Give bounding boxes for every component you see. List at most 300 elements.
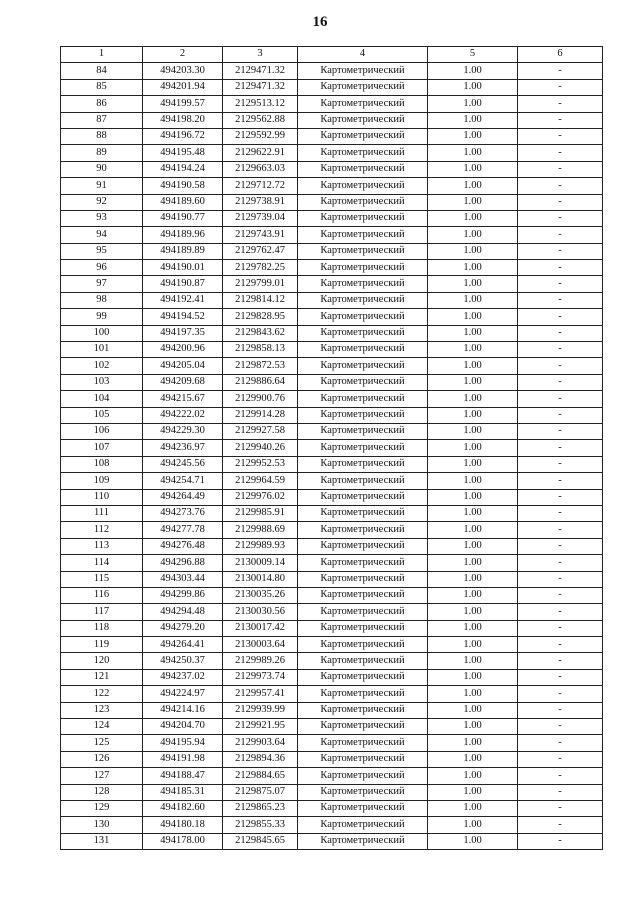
y-coordinate-cell: 2129985.91: [223, 505, 298, 521]
point-number-cell: 124: [61, 719, 143, 735]
description-cell: -: [518, 620, 603, 636]
accuracy-cell: 1.00: [428, 243, 518, 259]
y-coordinate-cell: 2129973.74: [223, 669, 298, 685]
accuracy-cell: 1.00: [428, 96, 518, 112]
accuracy-cell: 1.00: [428, 227, 518, 243]
y-coordinate-cell: 2130014.80: [223, 571, 298, 587]
table-row: [61, 178, 603, 194]
method-cell: Картометрический: [298, 79, 428, 95]
table-row: [61, 669, 603, 685]
y-coordinate-cell: 2129562.88: [223, 112, 298, 128]
x-coordinate-cell: 494236.97: [143, 440, 223, 456]
x-coordinate-cell: 494196.72: [143, 128, 223, 144]
y-coordinate-cell: 2129855.33: [223, 817, 298, 833]
description-cell: -: [518, 276, 603, 292]
table-row: [61, 686, 603, 702]
y-coordinate-cell: 2129843.62: [223, 325, 298, 341]
point-number-cell: 94: [61, 227, 143, 243]
table-row: [61, 702, 603, 718]
accuracy-cell: 1.00: [428, 735, 518, 751]
table-row: [61, 79, 603, 95]
point-number-cell: 92: [61, 194, 143, 210]
method-cell: Картометрический: [298, 358, 428, 374]
description-cell: -: [518, 440, 603, 456]
method-cell: Картометрический: [298, 178, 428, 194]
description-cell: -: [518, 194, 603, 210]
point-number-cell: 99: [61, 309, 143, 325]
table-row: [61, 407, 603, 423]
table-row: [61, 227, 603, 243]
table-row: [61, 342, 603, 358]
description-cell: -: [518, 112, 603, 128]
method-cell: Картометрический: [298, 309, 428, 325]
x-coordinate-cell: 494277.78: [143, 522, 223, 538]
point-number-cell: 130: [61, 817, 143, 833]
accuracy-cell: 1.00: [428, 292, 518, 308]
point-number-cell: 93: [61, 210, 143, 226]
y-coordinate-cell: 2129782.25: [223, 260, 298, 276]
accuracy-cell: 1.00: [428, 686, 518, 702]
table-row: [61, 800, 603, 816]
x-coordinate-cell: 494296.88: [143, 555, 223, 571]
point-number-cell: 103: [61, 374, 143, 390]
description-cell: -: [518, 505, 603, 521]
description-cell: -: [518, 161, 603, 177]
point-number-cell: 115: [61, 571, 143, 587]
description-cell: -: [518, 243, 603, 259]
method-cell: Картометрический: [298, 325, 428, 341]
description-cell: -: [518, 325, 603, 341]
y-coordinate-cell: 2129927.58: [223, 423, 298, 439]
description-cell: -: [518, 768, 603, 784]
y-coordinate-cell: 2129957.41: [223, 686, 298, 702]
method-cell: Картометрический: [298, 620, 428, 636]
x-coordinate-cell: 494195.94: [143, 735, 223, 751]
description-cell: -: [518, 79, 603, 95]
point-number-cell: 122: [61, 686, 143, 702]
table-row: [61, 145, 603, 161]
point-number-cell: 96: [61, 260, 143, 276]
point-number-cell: 89: [61, 145, 143, 161]
description-cell: -: [518, 407, 603, 423]
table-row: [61, 719, 603, 735]
y-coordinate-cell: 2129872.53: [223, 358, 298, 374]
description-cell: -: [518, 227, 603, 243]
x-coordinate-cell: 494180.18: [143, 817, 223, 833]
description-cell: -: [518, 555, 603, 571]
x-coordinate-cell: 494201.94: [143, 79, 223, 95]
method-cell: Картометрический: [298, 784, 428, 800]
point-number-cell: 98: [61, 292, 143, 308]
point-number-cell: 119: [61, 637, 143, 653]
method-cell: Картометрический: [298, 292, 428, 308]
table-row: [61, 637, 603, 653]
point-number-cell: 90: [61, 161, 143, 177]
accuracy-cell: 1.00: [428, 555, 518, 571]
method-cell: Картометрический: [298, 63, 428, 79]
y-coordinate-cell: 2129858.13: [223, 342, 298, 358]
column-header-1: 1: [61, 47, 143, 63]
description-cell: -: [518, 473, 603, 489]
table-row: [61, 604, 603, 620]
point-number-cell: 102: [61, 358, 143, 374]
x-coordinate-cell: 494205.04: [143, 358, 223, 374]
point-number-cell: 84: [61, 63, 143, 79]
description-cell: -: [518, 833, 603, 849]
x-coordinate-cell: 494192.41: [143, 292, 223, 308]
description-cell: -: [518, 128, 603, 144]
point-number-cell: 121: [61, 669, 143, 685]
x-coordinate-cell: 494222.02: [143, 407, 223, 423]
x-coordinate-cell: 494194.52: [143, 309, 223, 325]
x-coordinate-cell: 494185.31: [143, 784, 223, 800]
point-number-cell: 117: [61, 604, 143, 620]
accuracy-cell: 1.00: [428, 260, 518, 276]
table-row: [61, 833, 603, 849]
table-row: [61, 571, 603, 587]
column-header-4: 4: [298, 47, 428, 63]
description-cell: -: [518, 145, 603, 161]
point-number-cell: 106: [61, 423, 143, 439]
table-row: [61, 555, 603, 571]
method-cell: Картометрический: [298, 702, 428, 718]
description-cell: -: [518, 784, 603, 800]
method-cell: Картометрический: [298, 374, 428, 390]
point-number-cell: 95: [61, 243, 143, 259]
accuracy-cell: 1.00: [428, 128, 518, 144]
x-coordinate-cell: 494194.24: [143, 161, 223, 177]
description-cell: -: [518, 702, 603, 718]
accuracy-cell: 1.00: [428, 194, 518, 210]
x-coordinate-cell: 494303.44: [143, 571, 223, 587]
y-coordinate-cell: 2129513.12: [223, 96, 298, 112]
point-number-cell: 109: [61, 473, 143, 489]
point-number-cell: 85: [61, 79, 143, 95]
point-number-cell: 105: [61, 407, 143, 423]
accuracy-cell: 1.00: [428, 719, 518, 735]
accuracy-cell: 1.00: [428, 473, 518, 489]
accuracy-cell: 1.00: [428, 178, 518, 194]
accuracy-cell: 1.00: [428, 702, 518, 718]
x-coordinate-cell: 494294.48: [143, 604, 223, 620]
y-coordinate-cell: 2129900.76: [223, 391, 298, 407]
method-cell: Картометрический: [298, 423, 428, 439]
x-coordinate-cell: 494189.89: [143, 243, 223, 259]
y-coordinate-cell: 2130003.64: [223, 637, 298, 653]
method-cell: Картометрический: [298, 637, 428, 653]
point-number-cell: 101: [61, 342, 143, 358]
accuracy-cell: 1.00: [428, 833, 518, 849]
table-row: [61, 440, 603, 456]
accuracy-cell: 1.00: [428, 145, 518, 161]
description-cell: -: [518, 653, 603, 669]
table-row: [61, 423, 603, 439]
column-header-3: 3: [223, 47, 298, 63]
description-cell: -: [518, 800, 603, 816]
method-cell: Картометрический: [298, 194, 428, 210]
column-header-6: 6: [518, 47, 603, 63]
y-coordinate-cell: 2129939.99: [223, 702, 298, 718]
y-coordinate-cell: 2129914.28: [223, 407, 298, 423]
x-coordinate-cell: 494197.35: [143, 325, 223, 341]
y-coordinate-cell: 2129989.93: [223, 538, 298, 554]
point-number-cell: 123: [61, 702, 143, 718]
method-cell: Картометрический: [298, 604, 428, 620]
method-cell: Картометрический: [298, 522, 428, 538]
description-cell: -: [518, 374, 603, 390]
method-cell: Картометрический: [298, 800, 428, 816]
header-row: [61, 47, 603, 63]
method-cell: Картометрический: [298, 276, 428, 292]
y-coordinate-cell: 2129886.64: [223, 374, 298, 390]
description-cell: -: [518, 538, 603, 554]
y-coordinate-cell: 2129964.59: [223, 473, 298, 489]
accuracy-cell: 1.00: [428, 309, 518, 325]
point-number-cell: 127: [61, 768, 143, 784]
accuracy-cell: 1.00: [428, 440, 518, 456]
accuracy-cell: 1.00: [428, 817, 518, 833]
y-coordinate-cell: 2129921.95: [223, 719, 298, 735]
description-cell: -: [518, 604, 603, 620]
method-cell: Картометрический: [298, 227, 428, 243]
x-coordinate-cell: 494264.49: [143, 489, 223, 505]
point-number-cell: 131: [61, 833, 143, 849]
x-coordinate-cell: 494195.48: [143, 145, 223, 161]
x-coordinate-cell: 494190.77: [143, 210, 223, 226]
y-coordinate-cell: 2129976.02: [223, 489, 298, 505]
accuracy-cell: 1.00: [428, 571, 518, 587]
accuracy-cell: 1.00: [428, 604, 518, 620]
method-cell: Картометрический: [298, 571, 428, 587]
table-row: [61, 620, 603, 636]
table-row: [61, 751, 603, 767]
accuracy-cell: 1.00: [428, 407, 518, 423]
accuracy-cell: 1.00: [428, 79, 518, 95]
point-number-cell: 112: [61, 522, 143, 538]
y-coordinate-cell: 2129988.69: [223, 522, 298, 538]
point-number-cell: 125: [61, 735, 143, 751]
accuracy-cell: 1.00: [428, 210, 518, 226]
description-cell: -: [518, 96, 603, 112]
x-coordinate-cell: 494198.20: [143, 112, 223, 128]
x-coordinate-cell: 494273.76: [143, 505, 223, 521]
method-cell: Картометрический: [298, 587, 428, 603]
method-cell: Картометрический: [298, 342, 428, 358]
table-row: [61, 653, 603, 669]
method-cell: Картометрический: [298, 112, 428, 128]
point-number-cell: 114: [61, 555, 143, 571]
table-row: [61, 358, 603, 374]
point-number-cell: 86: [61, 96, 143, 112]
description-cell: -: [518, 571, 603, 587]
x-coordinate-cell: 494245.56: [143, 456, 223, 472]
accuracy-cell: 1.00: [428, 522, 518, 538]
description-cell: -: [518, 358, 603, 374]
y-coordinate-cell: 2129884.65: [223, 768, 298, 784]
y-coordinate-cell: 2129940.26: [223, 440, 298, 456]
x-coordinate-cell: 494209.68: [143, 374, 223, 390]
point-number-cell: 107: [61, 440, 143, 456]
y-coordinate-cell: 2129592.99: [223, 128, 298, 144]
column-header-2: 2: [143, 47, 223, 63]
point-number-cell: 128: [61, 784, 143, 800]
accuracy-cell: 1.00: [428, 587, 518, 603]
table-row: [61, 96, 603, 112]
description-cell: -: [518, 309, 603, 325]
description-cell: -: [518, 686, 603, 702]
description-cell: -: [518, 260, 603, 276]
accuracy-cell: 1.00: [428, 325, 518, 341]
table-row: [61, 374, 603, 390]
method-cell: Картометрический: [298, 751, 428, 767]
table-row: [61, 489, 603, 505]
description-cell: -: [518, 719, 603, 735]
method-cell: Картометрический: [298, 260, 428, 276]
x-coordinate-cell: 494204.70: [143, 719, 223, 735]
x-coordinate-cell: 494299.86: [143, 587, 223, 603]
description-cell: -: [518, 817, 603, 833]
table-row: [61, 768, 603, 784]
table-row: [61, 735, 603, 751]
method-cell: Картометрический: [298, 669, 428, 685]
description-cell: -: [518, 178, 603, 194]
x-coordinate-cell: 494182.60: [143, 800, 223, 816]
table-row: [61, 292, 603, 308]
table-row: [61, 522, 603, 538]
table-row: [61, 325, 603, 341]
description-cell: -: [518, 292, 603, 308]
table-row: [61, 784, 603, 800]
point-number-cell: 111: [61, 505, 143, 521]
table-row: [61, 276, 603, 292]
accuracy-cell: 1.00: [428, 489, 518, 505]
table-row: [61, 391, 603, 407]
point-number-cell: 97: [61, 276, 143, 292]
table-row: [61, 817, 603, 833]
description-cell: -: [518, 342, 603, 358]
accuracy-cell: 1.00: [428, 505, 518, 521]
table-row: [61, 538, 603, 554]
y-coordinate-cell: 2129739.04: [223, 210, 298, 226]
table-row: [61, 210, 603, 226]
table-body: [61, 63, 603, 850]
x-coordinate-cell: 494200.96: [143, 342, 223, 358]
description-cell: -: [518, 587, 603, 603]
y-coordinate-cell: 2129894.36: [223, 751, 298, 767]
point-number-cell: 113: [61, 538, 143, 554]
y-coordinate-cell: 2129828.95: [223, 309, 298, 325]
method-cell: Картометрический: [298, 538, 428, 554]
accuracy-cell: 1.00: [428, 391, 518, 407]
x-coordinate-cell: 494203.30: [143, 63, 223, 79]
table-row: [61, 194, 603, 210]
table-row: [61, 587, 603, 603]
method-cell: Картометрический: [298, 555, 428, 571]
description-cell: -: [518, 735, 603, 751]
method-cell: Картометрический: [298, 456, 428, 472]
x-coordinate-cell: 494229.30: [143, 423, 223, 439]
description-cell: -: [518, 751, 603, 767]
x-coordinate-cell: 494250.37: [143, 653, 223, 669]
accuracy-cell: 1.00: [428, 768, 518, 784]
method-cell: Картометрический: [298, 653, 428, 669]
point-number-cell: 91: [61, 178, 143, 194]
description-cell: -: [518, 423, 603, 439]
method-cell: Картометрический: [298, 833, 428, 849]
x-coordinate-cell: 494224.97: [143, 686, 223, 702]
method-cell: Картометрический: [298, 96, 428, 112]
method-cell: Картометрический: [298, 210, 428, 226]
accuracy-cell: 1.00: [428, 784, 518, 800]
method-cell: Картометрический: [298, 817, 428, 833]
y-coordinate-cell: 2129903.64: [223, 735, 298, 751]
description-cell: -: [518, 669, 603, 685]
accuracy-cell: 1.00: [428, 751, 518, 767]
description-cell: -: [518, 63, 603, 79]
accuracy-cell: 1.00: [428, 653, 518, 669]
description-cell: -: [518, 522, 603, 538]
x-coordinate-cell: 494215.67: [143, 391, 223, 407]
coordinates-table: [60, 46, 603, 850]
method-cell: Картометрический: [298, 440, 428, 456]
method-cell: Картометрический: [298, 407, 428, 423]
x-coordinate-cell: 494189.96: [143, 227, 223, 243]
method-cell: Картометрический: [298, 768, 428, 784]
y-coordinate-cell: 2129471.32: [223, 79, 298, 95]
point-number-cell: 120: [61, 653, 143, 669]
y-coordinate-cell: 2130017.42: [223, 620, 298, 636]
x-coordinate-cell: 494214.16: [143, 702, 223, 718]
method-cell: Картометрический: [298, 735, 428, 751]
description-cell: -: [518, 391, 603, 407]
y-coordinate-cell: 2129845.65: [223, 833, 298, 849]
page-number: 16: [312, 14, 328, 30]
table-row: [61, 260, 603, 276]
table-row: [61, 309, 603, 325]
y-coordinate-cell: 2129875.07: [223, 784, 298, 800]
description-cell: -: [518, 489, 603, 505]
description-cell: -: [518, 456, 603, 472]
y-coordinate-cell: 2129471.32: [223, 63, 298, 79]
accuracy-cell: 1.00: [428, 456, 518, 472]
description-cell: -: [518, 637, 603, 653]
point-number-cell: 118: [61, 620, 143, 636]
point-number-cell: 108: [61, 456, 143, 472]
y-coordinate-cell: 2129743.91: [223, 227, 298, 243]
accuracy-cell: 1.00: [428, 358, 518, 374]
method-cell: Картометрический: [298, 391, 428, 407]
accuracy-cell: 1.00: [428, 538, 518, 554]
x-coordinate-cell: 494199.57: [143, 96, 223, 112]
accuracy-cell: 1.00: [428, 620, 518, 636]
point-number-cell: 88: [61, 128, 143, 144]
method-cell: Картометрический: [298, 505, 428, 521]
method-cell: Картометрический: [298, 489, 428, 505]
method-cell: Картометрический: [298, 128, 428, 144]
x-coordinate-cell: 494237.02: [143, 669, 223, 685]
point-number-cell: 87: [61, 112, 143, 128]
y-coordinate-cell: 2129799.01: [223, 276, 298, 292]
y-coordinate-cell: 2129738.91: [223, 194, 298, 210]
description-cell: -: [518, 210, 603, 226]
y-coordinate-cell: 2129762.47: [223, 243, 298, 259]
point-number-cell: 104: [61, 391, 143, 407]
y-coordinate-cell: 2129989.26: [223, 653, 298, 669]
table-row: [61, 473, 603, 489]
y-coordinate-cell: 2129814.12: [223, 292, 298, 308]
x-coordinate-cell: 494188.47: [143, 768, 223, 784]
y-coordinate-cell: 2130035.26: [223, 587, 298, 603]
